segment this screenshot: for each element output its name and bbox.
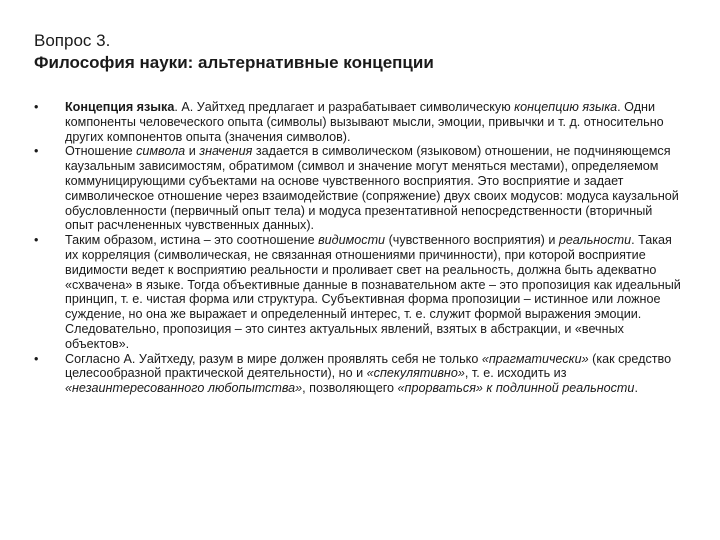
item-text: «спекулятивно» [366, 366, 465, 381]
item-text: концепцию языка [514, 100, 618, 114]
item-text: «прорваться» к подлинной реальности [397, 381, 635, 396]
item-text: Отношение [65, 144, 137, 159]
bullet-icon: • [34, 100, 39, 114]
bullet-icon: • [34, 351, 39, 366]
bullet-list [34, 100, 684, 396]
item-text: , позволяющего [302, 381, 398, 396]
item-text: значения [199, 144, 253, 159]
item-text: «прагматически» [481, 351, 589, 366]
item-text: и [185, 144, 200, 159]
item-text: видимости [318, 233, 386, 248]
item-text: . [634, 381, 638, 396]
bullet-icon: • [34, 144, 39, 159]
item-text: «незаинтересованного любопытства» [65, 381, 303, 396]
question-number: Вопрос 3. [34, 31, 111, 50]
slide-title [34, 30, 684, 74]
item-text: Концепция языка [65, 100, 175, 114]
item-text: (чувственного восприятия) и [385, 233, 559, 248]
item-text: Таким образом, истина – это соотношение [65, 233, 319, 248]
item-text: задается в символическом (языковом) отношении, не подчиняющемся каузальным зависимостям, обратимом (символ и значение могут меняться местами), определяемом коммуницирующими субъектами на основе чувственного восприятия. Это восприятие и задает символическое отношение через взаимодействие (сопряжение) двух своих модусов: модуса каузальной обусловленности (первичный опыт тела) и модуса презентативной непосредственности (вторичный опыт расчлененных чувственных данных). [65, 144, 679, 233]
item-text: Согласно А. Уайтхеду, разум в мире должен проявлять себя не только [65, 351, 482, 366]
item-text: реальности [558, 233, 632, 248]
list-item-truth [34, 233, 684, 351]
item-text: . Одни компоненты человеческого опыта (символы) вызывают мысли, эмоции, привычки и т. д. относительно других компонентов опыта (значения символов). [65, 100, 664, 144]
item-text: . А. Уайтхед предлагает и разрабатывает символическую [174, 100, 515, 114]
list-item-language-concept [34, 100, 684, 144]
list-item-reason [34, 352, 684, 396]
list-item-symbol-relation [34, 144, 684, 233]
topic-heading: Философия науки: альтернативные концепции [34, 53, 434, 72]
item-text: , т. е. исходить из [464, 366, 567, 381]
item-text: (как средство целесообразной практической деятельности), но и [65, 351, 672, 381]
item-text: . Такая их корреляция (символическая, не связанная отношениями причинности), при которой восприятие видимости ведет к восприятию реальности и проливает свет на реальность, должна быть адекватно «схвачена» в языке. Тогда объективные данные в познавательном акте – это пропозиция как идеальный принцип, т. е. чистая форма или структура. Субъективная форма пропозиции – истинное или ложное суждение, но она же выражает и определенный интерес, т. е. служит формой выражения эмоции. Следовательно, пропозиция – это синтез актуальных явлений, взятых в абстракции, и «вечных объектов». [65, 233, 681, 351]
item-text: символа [136, 144, 186, 159]
bullet-icon: • [34, 233, 39, 248]
